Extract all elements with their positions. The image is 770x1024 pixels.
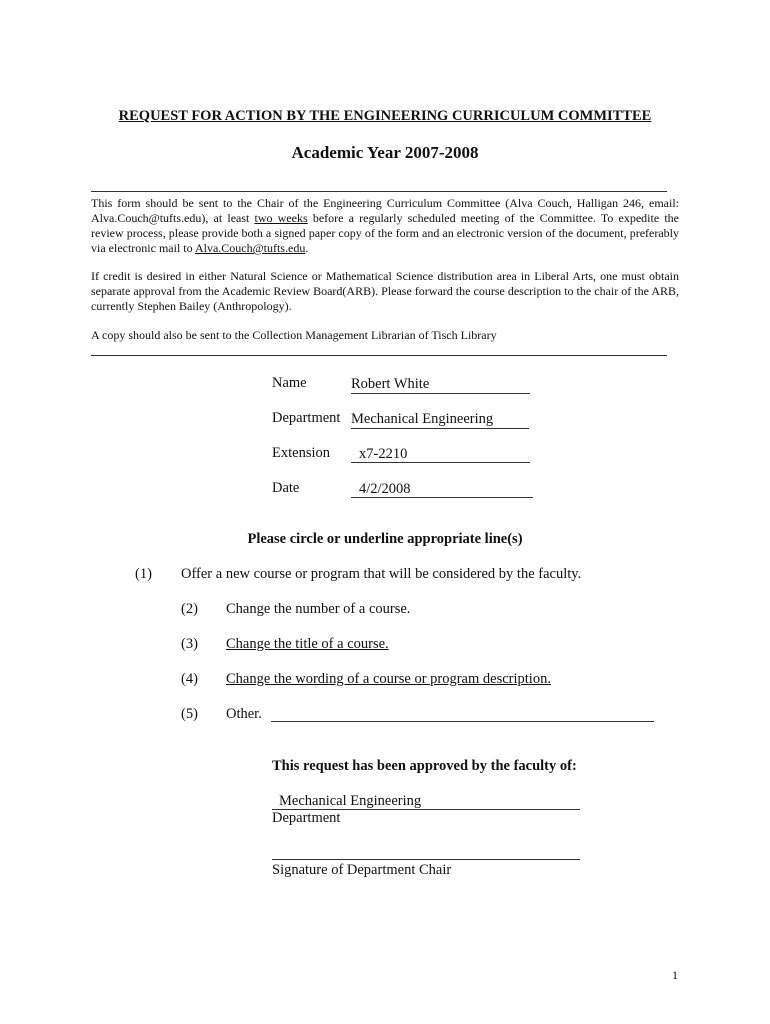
other-blank-line[interactable] bbox=[271, 721, 654, 722]
intro-paragraph-3: A copy should also be sent to the Collection Management Librarian of Tisch Library bbox=[91, 328, 497, 342]
approving-department-field[interactable]: Mechanical Engineering bbox=[272, 792, 580, 810]
top-divider bbox=[91, 191, 667, 192]
option-4-text[interactable]: Change the wording of a course or program description. bbox=[226, 671, 551, 687]
option-1-number: (1) bbox=[135, 566, 152, 582]
option-1-text[interactable]: Offer a new course or program that will be considered by the faculty. bbox=[181, 566, 582, 582]
option-3-number: (3) bbox=[181, 636, 198, 652]
bottom-divider bbox=[91, 355, 667, 356]
extension-label: Extension bbox=[272, 445, 330, 461]
option-3-text[interactable]: Change the title of a course. bbox=[226, 636, 389, 652]
name-label: Name bbox=[272, 375, 307, 391]
date-label: Date bbox=[272, 480, 300, 496]
department-field[interactable]: Mechanical Engineering bbox=[351, 410, 529, 429]
two-weeks-text: two weeks bbox=[254, 211, 308, 225]
approving-department-label: Department bbox=[272, 810, 341, 826]
name-field[interactable]: Robert White bbox=[351, 375, 530, 394]
chair-email-link[interactable]: Alva.Couch@tufts.edu bbox=[194, 241, 306, 255]
option-5-text[interactable]: Other. bbox=[226, 706, 262, 722]
options-heading: Please circle or underline appropriate line(s) bbox=[247, 531, 523, 547]
option-4-number: (4) bbox=[181, 671, 198, 687]
option-5-number: (5) bbox=[181, 706, 198, 722]
academic-year: Academic Year 2007-2008 bbox=[291, 143, 479, 162]
option-2-number: (2) bbox=[181, 601, 198, 617]
extension-field[interactable]: x7-2210 bbox=[351, 445, 530, 463]
form-title: REQUEST FOR ACTION BY THE ENGINEERING CURRICULUM COMMITTEE bbox=[118, 108, 652, 124]
department-label: Department bbox=[272, 410, 341, 426]
page-number: 1 bbox=[672, 968, 678, 982]
approval-heading: This request has been approved by the faculty of: bbox=[272, 758, 577, 774]
intro-paragraph-1: This form should be sent to the Chair of the Engineering Curriculum Committee (Alva Couch, Halligan 246, email: Alva.Couch@tufts.edu), at least two weeks before a regularly scheduled meeting of the Committee. To expedite the review process, please provide both a signed paper copy of the form and an electronic version of the document, preferably via electronic mail to Alva.Couch@tufts.edu. bbox=[91, 196, 679, 255]
option-2-text[interactable]: Change the number of a course. bbox=[226, 601, 411, 617]
signature-label: Signature of Department Chair bbox=[272, 862, 452, 878]
signature-line[interactable] bbox=[272, 859, 580, 860]
intro-paragraph-2: If credit is desired in either Natural Science or Mathematical Science distribution area in Liberal Arts, one must obtain separate approval from the Academic Review Board(ARB). Please forward the course description to the chair of the ARB, currently Stephen Bailey (Anthropology). bbox=[91, 269, 679, 313]
date-field[interactable]: 4/2/2008 bbox=[351, 480, 533, 498]
